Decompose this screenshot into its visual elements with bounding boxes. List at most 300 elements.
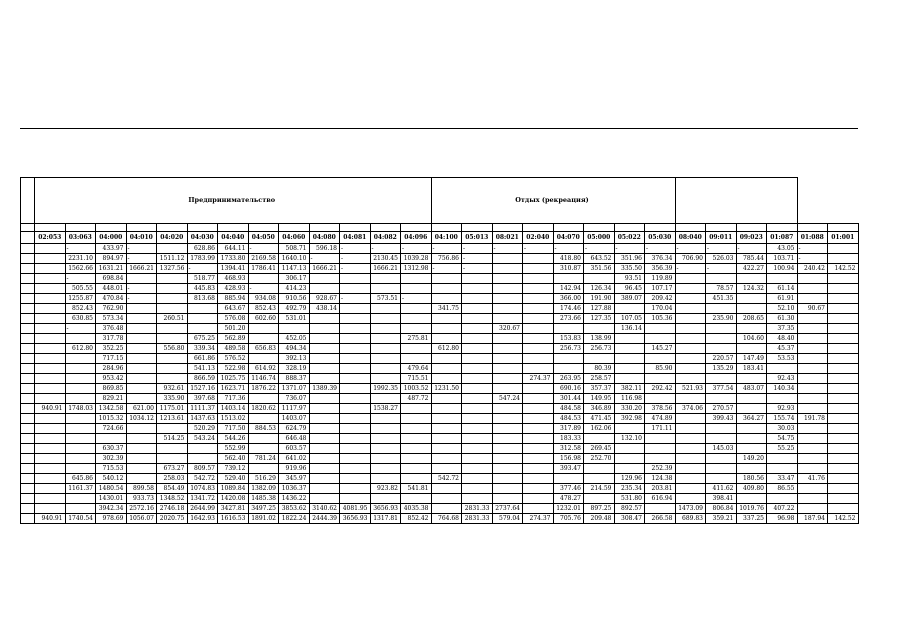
table-cell: [370, 304, 401, 314]
table-cell: 335.90: [157, 394, 188, 404]
table-cell: 448.01: [96, 284, 127, 294]
table-cell: 1666.21: [370, 264, 401, 274]
table-cell: [706, 324, 737, 334]
table-cell: 3427.81: [218, 504, 249, 514]
table-cell: 260.51: [157, 314, 188, 324]
table-cell: 1527.16: [187, 384, 218, 394]
table-cell: [828, 324, 859, 334]
table-cell: 614.92: [248, 364, 279, 374]
table-cell: 127.88: [584, 304, 615, 314]
table-cell: 258.57: [584, 374, 615, 384]
table-cell: 407.22: [767, 504, 798, 514]
table-cell: 145.27: [645, 344, 676, 354]
table-cell: 474.89: [645, 414, 676, 424]
table-cell: [401, 404, 432, 414]
table-cell: [35, 284, 66, 294]
table-cell: 393.47: [553, 464, 584, 474]
spacer-cell: [126, 224, 157, 232]
table-cell: 78.57: [706, 284, 737, 294]
table-cell: 140.34: [767, 384, 798, 394]
table-cell: 934.08: [248, 294, 279, 304]
table-cell: [736, 324, 767, 334]
table-cell: [462, 484, 493, 494]
table-cell: [65, 444, 96, 454]
table-cell: 174.46: [553, 304, 584, 314]
table-cell: [828, 454, 859, 464]
totals-row: [21, 514, 859, 524]
table-cell: [21, 444, 35, 454]
table-cell: 531.80: [614, 494, 645, 504]
table-cell: 478.27: [553, 494, 584, 504]
table-cell: [797, 314, 828, 324]
table-cell: [431, 274, 462, 284]
table-cell: [309, 434, 340, 444]
table-cell: 275.81: [401, 334, 432, 344]
table-cell: 1003.52: [401, 384, 432, 394]
table-cell: [157, 354, 188, 364]
table-cell: 1117.97: [279, 404, 310, 414]
table-cell: [828, 424, 859, 434]
table-cell: 573.51: [370, 294, 401, 304]
table-cell: 1342.58: [96, 404, 127, 414]
table-cell: 310.87: [553, 264, 584, 274]
table-cell: [370, 414, 401, 424]
table-cell: [462, 374, 493, 384]
total-cell: 764.68: [431, 514, 462, 524]
table-cell: 376.48: [96, 324, 127, 334]
table-cell: -: [126, 244, 157, 254]
table-cell: 3942.34: [96, 504, 127, 514]
table-cell: [523, 404, 554, 414]
table-cell: [126, 394, 157, 404]
table-cell: [126, 344, 157, 354]
column-code: 08:021: [492, 232, 523, 244]
table-row: [21, 374, 859, 384]
table-cell: [828, 374, 859, 384]
table-cell: [462, 434, 493, 444]
table-cell: 235.90: [706, 314, 737, 324]
table-cell: [401, 344, 432, 354]
table-cell: [767, 274, 798, 284]
table-cell: [340, 354, 371, 364]
table-cell: 643.67: [218, 304, 249, 314]
table-cell: [370, 354, 401, 364]
table-cell: [584, 464, 615, 474]
table-cell: [675, 314, 706, 324]
table-cell: [462, 304, 493, 314]
table-cell: [309, 444, 340, 454]
table-cell: [828, 344, 859, 354]
group-header-row: [21, 178, 859, 224]
total-cell: 2831.33: [462, 514, 493, 524]
total-cell: 2020.75: [157, 514, 188, 524]
table-cell: 433.97: [96, 244, 127, 254]
table-cell: [645, 324, 676, 334]
table-cell: [828, 384, 859, 394]
table-cell: [523, 394, 554, 404]
table-cell: 119.89: [645, 274, 676, 284]
table-cell: [797, 334, 828, 344]
table-cell: [523, 454, 554, 464]
table-cell: [65, 454, 96, 464]
table-cell: [35, 494, 66, 504]
table-cell: 330.20: [614, 404, 645, 414]
table-cell: 1232.01: [553, 504, 584, 514]
table-cell: 256.73: [553, 344, 584, 354]
table-cell: [614, 364, 645, 374]
table-cell: [492, 284, 523, 294]
table-cell: [492, 304, 523, 314]
table-cell: [35, 444, 66, 454]
table-cell: [370, 474, 401, 484]
table-cell: [21, 314, 35, 324]
table-cell: [35, 434, 66, 444]
table-cell: [248, 354, 279, 364]
table-cell: [492, 384, 523, 394]
table-cell: 1039.28: [401, 254, 432, 264]
table-cell: -: [706, 264, 737, 274]
table-cell: [828, 434, 859, 444]
table-cell: [797, 374, 828, 384]
table-cell: [828, 464, 859, 474]
table-cell: 129.96: [614, 474, 645, 484]
table-cell: [35, 334, 66, 344]
table-cell: [21, 344, 35, 354]
table-cell: 2746.18: [157, 504, 188, 514]
table-cell: 547.24: [492, 394, 523, 404]
table-cell: 306.17: [279, 274, 310, 284]
table-cell: [614, 374, 645, 384]
table-cell: 1786.41: [248, 264, 279, 274]
total-cell: 1891.02: [248, 514, 279, 524]
table-cell: [309, 284, 340, 294]
table-cell: [523, 294, 554, 304]
table-cell: [797, 324, 828, 334]
table-cell: 33.47: [767, 474, 798, 484]
table-cell: [21, 384, 35, 394]
table-cell: [157, 424, 188, 434]
table-cell: [523, 274, 554, 284]
table-cell: 92.93: [767, 404, 798, 414]
table-cell: [675, 394, 706, 404]
table-cell: [21, 464, 35, 474]
table-cell: [797, 384, 828, 394]
table-cell: 335.50: [614, 264, 645, 274]
table-cell: [126, 424, 157, 434]
table-cell: [340, 414, 371, 424]
table-cell: [340, 404, 371, 414]
table-cell: 1511.12: [157, 254, 188, 264]
table-cell: 1312.98: [401, 264, 432, 274]
table-cell: [614, 344, 645, 354]
table-cell: [645, 454, 676, 464]
table-cell: 471.45: [584, 414, 615, 424]
table-cell: -: [645, 244, 676, 254]
table-cell: -: [340, 294, 371, 304]
table-cell: [675, 414, 706, 424]
table-cell: [462, 364, 493, 374]
table-row: [21, 274, 859, 284]
total-cell: 978.69: [96, 514, 127, 524]
table-cell: 616.94: [645, 494, 676, 504]
table-cell: [35, 504, 66, 514]
table-cell: [370, 324, 401, 334]
table-cell: 661.86: [187, 354, 218, 364]
table-cell: [462, 274, 493, 284]
table-cell: 923.82: [370, 484, 401, 494]
table-cell: 155.74: [767, 414, 798, 424]
table-cell: 145.03: [706, 444, 737, 454]
table-cell: 2831.33: [462, 504, 493, 514]
table-cell: 1748.03: [65, 404, 96, 414]
table-cell: 352.25: [96, 344, 127, 354]
column-code: 04:030: [187, 232, 218, 244]
table-cell: [126, 274, 157, 284]
table-cell: 345.97: [279, 474, 310, 484]
table-cell: -: [65, 244, 96, 254]
table-cell: [675, 444, 706, 454]
table-cell: [431, 484, 462, 494]
table-cell: 2572.16: [126, 504, 157, 514]
table-row: [21, 314, 859, 324]
table-cell: [370, 444, 401, 454]
table-cell: 105.36: [645, 314, 676, 324]
table-cell: [675, 294, 706, 304]
table-cell: 142.52: [828, 264, 859, 274]
total-cell: 96.98: [767, 514, 798, 524]
table-cell: [126, 374, 157, 384]
table-cell: 1089.84: [218, 484, 249, 494]
spacer-cell: [218, 224, 249, 232]
table-cell: [614, 444, 645, 454]
table-cell: [736, 464, 767, 474]
table-cell: 2231.10: [65, 254, 96, 264]
table-cell: 351.56: [584, 264, 615, 274]
table-cell: [340, 484, 371, 494]
table-cell: [126, 334, 157, 344]
table-row: [21, 244, 859, 254]
table-cell: 531.01: [279, 314, 310, 324]
table-cell: [492, 494, 523, 504]
table-cell: 543.24: [187, 434, 218, 444]
table-cell: 698.84: [96, 274, 127, 284]
table-cell: [492, 484, 523, 494]
table-cell: 103.71: [767, 254, 798, 264]
table-cell: 107.05: [614, 314, 645, 324]
table-cell: 351.96: [614, 254, 645, 264]
table-cell: 899.58: [126, 484, 157, 494]
table-cell: 1538.27: [370, 404, 401, 414]
table-cell: 1019.76: [736, 504, 767, 514]
table-cell: -: [309, 254, 340, 264]
table-cell: [797, 294, 828, 304]
table-cell: 1231.50: [431, 384, 462, 394]
total-cell: 2444.39: [309, 514, 340, 524]
table-cell: [340, 344, 371, 354]
table-row: [21, 474, 859, 484]
table-cell: 61.30: [767, 314, 798, 324]
table-cell: [401, 314, 432, 324]
table-cell: 409.80: [736, 484, 767, 494]
table-cell: [492, 444, 523, 454]
table-cell: 1623.71: [218, 384, 249, 394]
table-cell: [675, 354, 706, 364]
table-cell: 1394.41: [218, 264, 249, 274]
table-cell: [828, 244, 859, 254]
table-row: [21, 434, 859, 444]
table-cell: [157, 454, 188, 464]
table-cell: [431, 354, 462, 364]
spacer-cell: [35, 224, 66, 232]
table-cell: 484.53: [553, 414, 584, 424]
data-table: [20, 177, 859, 524]
table-cell: [309, 494, 340, 504]
total-cell: 1056.07: [126, 514, 157, 524]
table-cell: [584, 494, 615, 504]
table-cell: [675, 324, 706, 334]
table-cell: 1562.66: [65, 264, 96, 274]
table-cell: -: [797, 244, 828, 254]
table-cell: [462, 294, 493, 304]
table-cell: 785.44: [736, 254, 767, 264]
table-cell: [797, 454, 828, 464]
table-cell: [675, 494, 706, 504]
table-cell: 919.96: [279, 464, 310, 474]
table-cell: [248, 444, 279, 454]
table-cell: 43.05: [767, 244, 798, 254]
table-cell: -: [675, 244, 706, 254]
table-cell: 374.06: [675, 404, 706, 414]
table-cell: [248, 274, 279, 284]
table-cell: [370, 454, 401, 464]
table-cell: 479.64: [401, 364, 432, 374]
table-cell: [21, 424, 35, 434]
table-cell: 715.53: [96, 464, 127, 474]
table-cell: [401, 284, 432, 294]
table-cell: 171.11: [645, 424, 676, 434]
table-cell: 541.13: [187, 364, 218, 374]
table-cell: [584, 434, 615, 444]
table-cell: [248, 324, 279, 334]
table-cell: [492, 464, 523, 474]
table-cell: 829.21: [96, 394, 127, 404]
column-code: 01:088: [797, 232, 828, 244]
table-cell: [675, 464, 706, 474]
column-code: 04:010: [126, 232, 157, 244]
table-cell: 621.00: [126, 404, 157, 414]
table-cell: [523, 444, 554, 454]
table-cell: [157, 244, 188, 254]
table-cell: 124.32: [736, 284, 767, 294]
table-cell: 90.67: [797, 304, 828, 314]
table-cell: [21, 354, 35, 364]
table-cell: 302.39: [96, 454, 127, 464]
spacer-cell: [309, 224, 340, 232]
table-cell: 1436.22: [279, 494, 310, 504]
table-cell: 869.85: [96, 384, 127, 394]
table-cell: 928.67: [309, 294, 340, 304]
table-row: [21, 464, 859, 474]
table-cell: 562.89: [218, 334, 249, 344]
table-cell: [340, 374, 371, 384]
table-cell: 235.34: [614, 484, 645, 494]
table-cell: [21, 284, 35, 294]
table-cell: 107.17: [645, 284, 676, 294]
table-cell: [736, 424, 767, 434]
table-cell: 3140.62: [309, 504, 340, 514]
table-cell: 138.99: [584, 334, 615, 344]
spacer-cell: [675, 224, 706, 232]
table-cell: [309, 474, 340, 484]
table-cell: 1992.35: [370, 384, 401, 394]
group-header: Отдых (рекреация): [431, 178, 675, 224]
table-cell: 96.45: [614, 284, 645, 294]
table-cell: [492, 334, 523, 344]
table-cell: [21, 294, 35, 304]
table-row: [21, 324, 859, 334]
table-cell: [309, 394, 340, 404]
table-cell: 736.07: [279, 394, 310, 404]
column-code: 05:030: [645, 232, 676, 244]
table-cell: [370, 344, 401, 354]
table-cell: 492.79: [279, 304, 310, 314]
table-cell: [126, 384, 157, 394]
table-cell: [431, 284, 462, 294]
table-cell: [492, 424, 523, 434]
table-cell: [645, 444, 676, 454]
table-cell: 888.37: [279, 374, 310, 384]
table-row: [21, 484, 859, 494]
table-cell: [65, 494, 96, 504]
table-cell: [675, 484, 706, 494]
table-cell: [675, 284, 706, 294]
table-cell: [523, 264, 554, 274]
table-cell: [35, 354, 66, 364]
table-cell: 1036.37: [279, 484, 310, 494]
total-cell: 1616.53: [218, 514, 249, 524]
table-cell: [736, 394, 767, 404]
table-cell: [828, 504, 859, 514]
table-cell: 54.75: [767, 434, 798, 444]
table-cell: [35, 324, 66, 334]
table-cell: 487.72: [401, 394, 432, 404]
table-cell: [431, 334, 462, 344]
table-cell: [492, 374, 523, 384]
table-cell: 149.95: [584, 394, 615, 404]
table-cell: [309, 314, 340, 324]
table-cell: 596.18: [309, 244, 340, 254]
table-cell: [614, 424, 645, 434]
table-cell: [35, 424, 66, 434]
table-cell: [797, 274, 828, 284]
table-cell: 501.20: [218, 324, 249, 334]
table-cell: 317.89: [553, 424, 584, 434]
table-cell: [462, 454, 493, 464]
spacer-cell: [157, 224, 188, 232]
table-cell: 910.56: [279, 294, 310, 304]
table-cell: [736, 344, 767, 354]
table-row: [21, 454, 859, 464]
column-code: 04:080: [309, 232, 340, 244]
column-code: 01:087: [767, 232, 798, 244]
table-cell: 529.40: [218, 474, 249, 484]
table-cell: [401, 424, 432, 434]
total-cell: 579.04: [492, 514, 523, 524]
table-cell: [828, 494, 859, 504]
table-row: [21, 334, 859, 344]
table-cell: 1341.72: [187, 494, 218, 504]
table-cell: [462, 424, 493, 434]
